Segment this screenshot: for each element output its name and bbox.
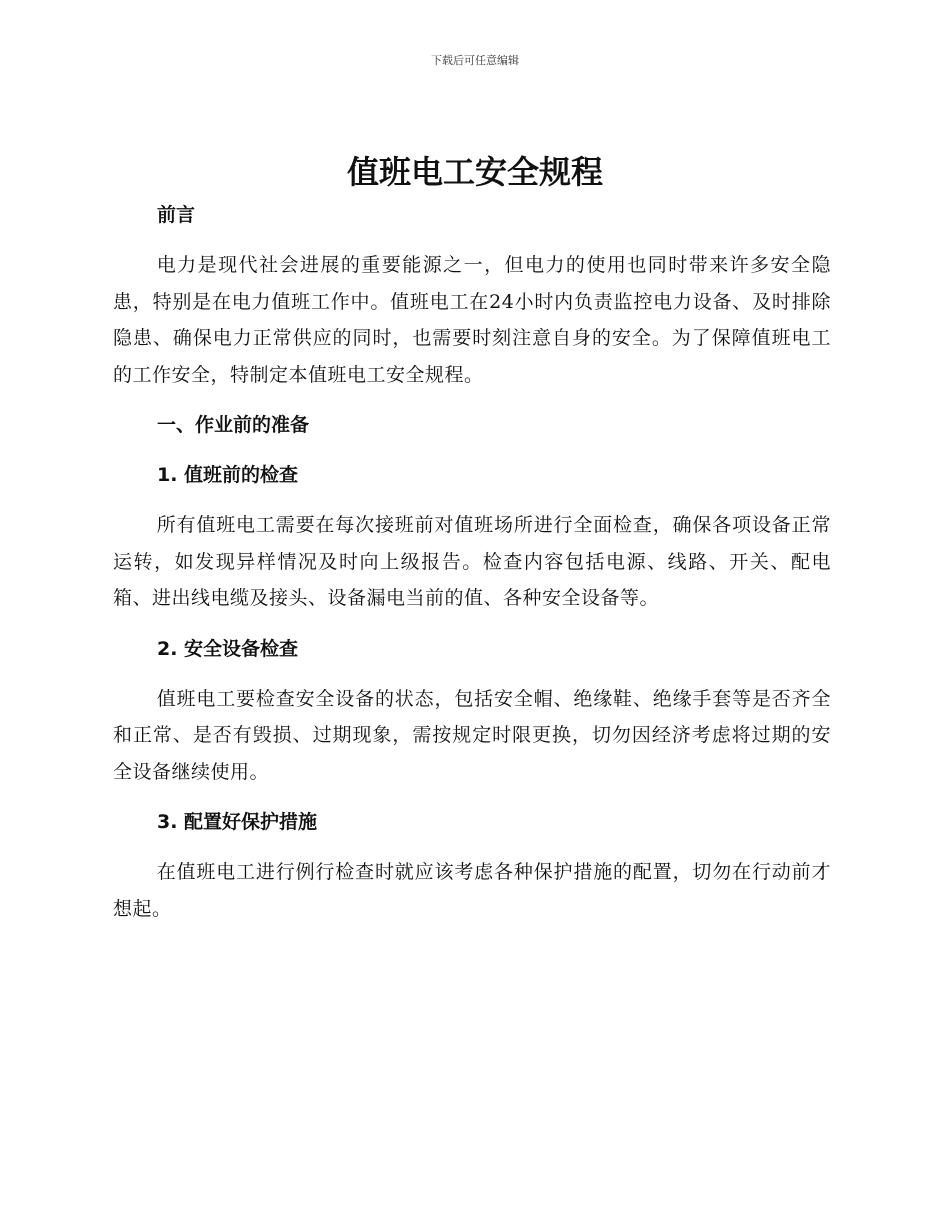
subsection-3-paragraph: 在值班电工进行例行检查时就应该考虑各种保护措施的配置，切勿在行动前才想起。 [113,861,831,920]
document-title: 值班电工安全规程 [346,153,603,191]
subsection-1-paragraph: 所有值班电工需要在每次接班前对值班场所进行全面检查，确保各项设备正常运转，如发现异样情况及时向上级报告。检查内容包括电源、线路、开关、配电箱、进出线电缆及接头、设备漏电当前的值、各种安全设备等。 [113,514,831,609]
preface-paragraph: 电力是现代社会进展的重要能源之一，但电力的使用也同时带来许多安全隐患，特别是在电力值班工作中。值班电工在24小时内负责监控电力设备、及时排除隐患、确保电力正常供应的同时，也需要时刻注意自身的安全。为了保障值班电工的工作安全，特制定本值班电工安全规程。 [113,254,831,386]
subsection-1-heading: 1. 值班前的检查 [157,464,299,486]
subsection-2-heading: 2. 安全设备检查 [157,637,299,660]
section-1-heading: 一、作业前的准备 [157,414,310,436]
subsection-2-paragraph: 值班电工要检查安全设备的状态，包括安全帽、绝缘鞋、绝缘手套等是否齐全和正常、是否有毁损、过期现象，需按规定时限更换，切勿因经济考虑将过期的安全设备继续使用。 [113,687,831,783]
page-header-note: 下载后可任意编辑 [431,54,519,67]
subsection-3-heading: 3. 配置好保护措施 [157,811,318,833]
preface-heading: 前言 [157,204,196,226]
document-body [113,197,831,941]
